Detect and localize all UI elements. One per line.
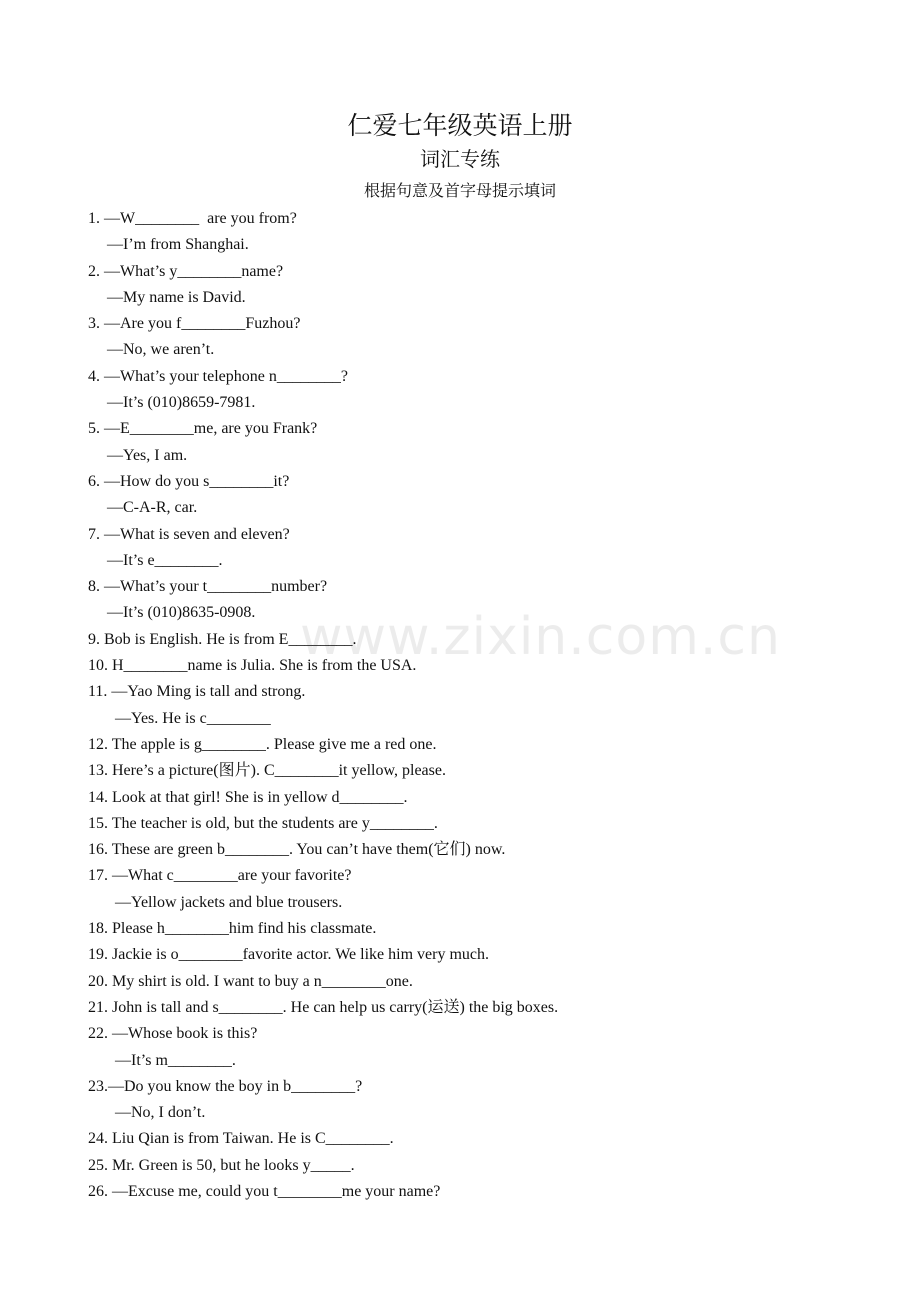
exercise-line: 2. —What’s y________name? [88,262,284,280]
exercise-answer-line: —I’m from Shanghai. [107,236,249,254]
exercise-line: 20. My shirt is old. I want to buy a n________one. [88,972,413,990]
instruction-text: 根据句意及首字母提示填词 [363,181,556,200]
exercise-line: 18. Please h________him find his classmate. [88,920,377,938]
exercise-line: 3. —Are you f________Fuzhou? [88,315,301,333]
exercise-answer-line: —No, I don’t. [115,1104,206,1122]
exercise-list [88,206,868,1205]
exercise-line: 21. John is tall and s________. He can help us carry(运送) the big boxes. [88,998,559,1016]
exercise-line: 8. —What’s your t________number? [88,578,328,596]
exercise-answer-line: —C-A-R, car. [107,499,198,517]
exercise-line: 14. Look at that girl! She is in yellow d________. [88,788,408,806]
exercise-line: 15. The teacher is old, but the students are y________. [88,814,438,832]
exercise-line: 9. Bob is English. He is from E________. [88,630,357,648]
exercise-answer-line: —It’s m________. [115,1051,236,1069]
exercise-line: 4. —What’s your telephone n________? [88,367,348,385]
exercise-line: 22. —Whose book is this? [88,1025,258,1043]
exercise-line: 19. Jackie is o________favorite actor. We like him very much. [88,946,489,964]
exercise-answer-line: —It’s (010)8635-0908. [107,604,256,622]
exercise-line: 17. —What c________are your favorite? [88,867,352,885]
exercise-line: 24. Liu Qian is from Taiwan. He is C________. [88,1130,394,1148]
exercise-line: 23.—Do you know the boy in b________? [88,1077,363,1095]
exercise-line: 10. H________name is Julia. She is from the USA. [88,657,417,675]
exercise-line: 5. —E________me, are you Frank? [88,420,318,438]
exercise-line: 25. Mr. Green is 50, but he looks y_____. [88,1156,355,1174]
page-subtitle: 词汇专练 [420,147,500,171]
page-title: 仁爱七年级英语上册 [347,111,573,140]
exercise-answer-line: —My name is David. [107,288,246,306]
exercise-line: 7. —What is seven and eleven? [88,525,290,543]
watermark: www.zixin.com.cn [300,607,781,667]
exercise-answer-line: —It’s (010)8659-7981. [107,394,256,412]
exercise-line: 16. These are green b________. You can’t have them(它们) now. [88,841,506,859]
exercise-answer-line: —It’s e________. [107,551,223,569]
exercise-answer-line: —Yellow jackets and blue trousers. [115,893,343,911]
exercise-line: 12. The apple is g________. Please give me a red one. [88,735,437,753]
exercise-line: 26. —Excuse me, could you t________me your name? [88,1182,441,1200]
exercise-line: 11. —Yao Ming is tall and strong. [88,683,306,701]
exercise-line: 1. —W________ are you from? [88,210,297,227]
exercise-answer-line: —Yes, I am. [107,446,188,464]
exercise-line: 6. —How do you s________it? [88,472,290,490]
exercise-line: 13. Here’s a picture(图片). C________it yellow, please. [88,762,446,780]
exercise-answer-line: —No, we aren’t. [107,341,215,359]
exercise-answer-line: —Yes. He is c________ [115,709,271,727]
